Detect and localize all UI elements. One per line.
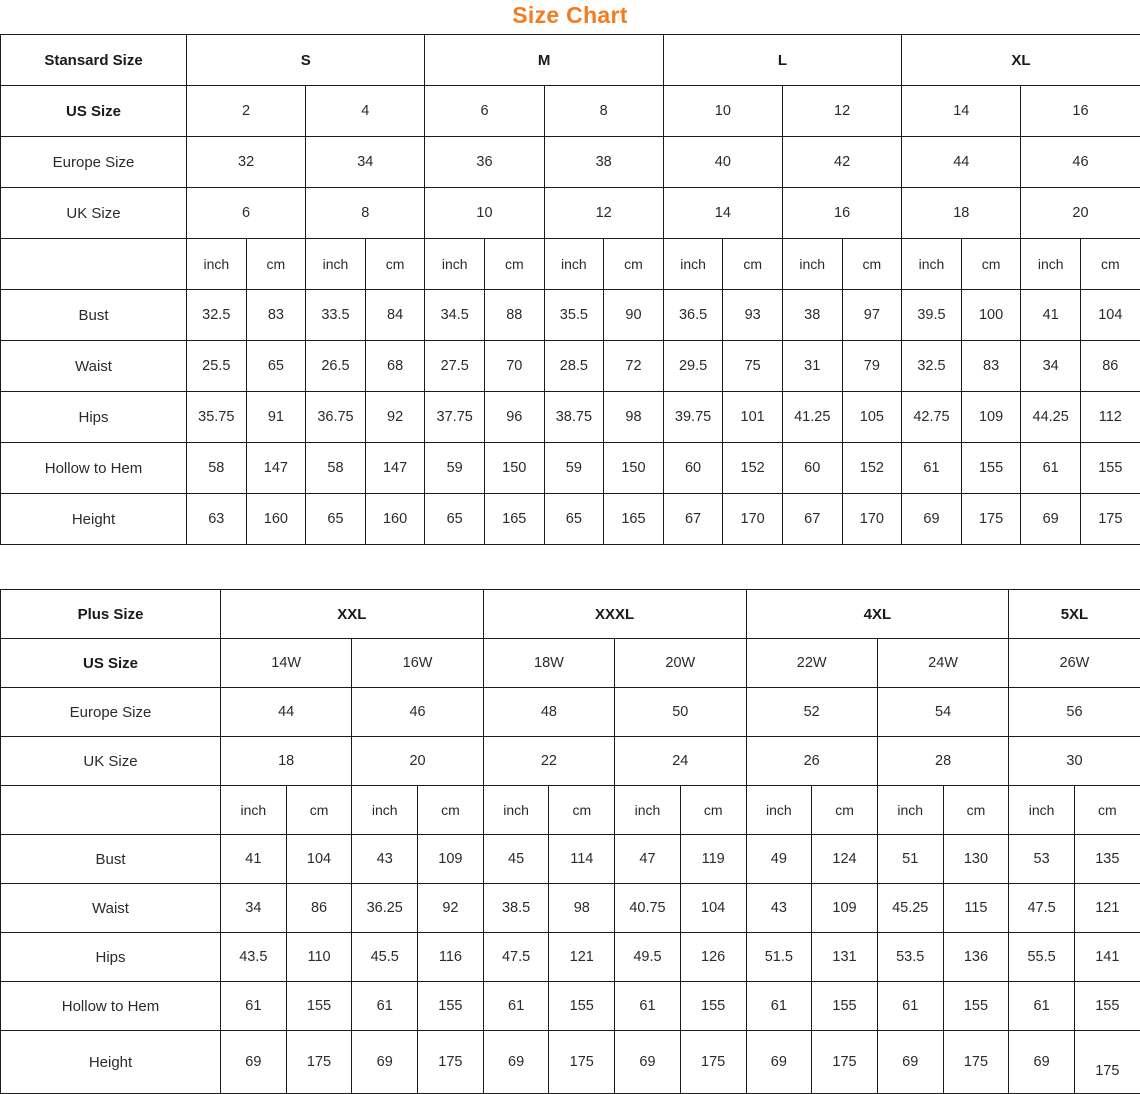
table-cell: 112 xyxy=(1080,392,1140,443)
table-row xyxy=(1,982,1140,1031)
table-cell: 10 xyxy=(663,86,782,137)
unit-cell: cm xyxy=(943,786,1009,835)
table-cell: 69 xyxy=(483,1031,549,1094)
table-cell: 147 xyxy=(365,443,425,494)
table-cell: 56 xyxy=(1009,688,1140,737)
table-cell: 119 xyxy=(680,835,746,884)
table-cell: 12 xyxy=(782,86,901,137)
table-cell: 70 xyxy=(484,341,544,392)
table-cell: 47.5 xyxy=(483,933,549,982)
plus-size-header-5xl: 5XL xyxy=(1009,590,1140,639)
row-label-europe-size: Europe Size xyxy=(1,688,221,737)
table-row xyxy=(1,737,1140,786)
unit-cell: inch xyxy=(187,239,247,290)
table-cell: 46 xyxy=(1021,137,1140,188)
table-cell: 88 xyxy=(484,290,544,341)
table-cell: 75 xyxy=(723,341,783,392)
table-cell: 155 xyxy=(418,982,484,1031)
table-cell: 53.5 xyxy=(877,933,943,982)
table-cell: 52 xyxy=(746,688,877,737)
table-cell: 175 xyxy=(812,1031,878,1094)
table-cell: 40 xyxy=(663,137,782,188)
table-cell: 48 xyxy=(483,688,614,737)
table-cell: 42.75 xyxy=(902,392,962,443)
table-cell: 61 xyxy=(746,982,812,1031)
plus-size-header-4xl: 4XL xyxy=(746,590,1009,639)
table-cell: 84 xyxy=(365,290,425,341)
table-cell: 58 xyxy=(306,443,366,494)
table-cell: 33.5 xyxy=(306,290,366,341)
table-cell: 6 xyxy=(187,188,306,239)
table-cell: 126 xyxy=(680,933,746,982)
plus-size-header-xxl: XXL xyxy=(221,590,484,639)
table-cell: 69 xyxy=(615,1031,681,1094)
table-cell: 28.5 xyxy=(544,341,604,392)
table-cell: 61 xyxy=(221,982,287,1031)
unit-cell: inch xyxy=(306,239,366,290)
table-cell: 22 xyxy=(483,737,614,786)
table-cell: 65 xyxy=(246,341,306,392)
table-cell: 67 xyxy=(663,494,723,545)
table-cell: 60 xyxy=(663,443,723,494)
table-cell: 36.75 xyxy=(306,392,366,443)
table-cell: 34 xyxy=(306,137,425,188)
table-cell: 43.5 xyxy=(221,933,287,982)
table-cell: 41 xyxy=(221,835,287,884)
table-cell: 38.75 xyxy=(544,392,604,443)
table-cell: 34 xyxy=(1021,341,1081,392)
table-cell: 152 xyxy=(842,443,902,494)
standard-size-table-wrap xyxy=(0,34,1140,545)
table-cell: 40.75 xyxy=(615,884,681,933)
table-cell: 116 xyxy=(418,933,484,982)
table-cell: 44 xyxy=(902,137,1021,188)
unit-cell: cm xyxy=(549,786,615,835)
table-cell: 91 xyxy=(246,392,306,443)
table-cell: 69 xyxy=(352,1031,418,1094)
table-cell: 29.5 xyxy=(663,341,723,392)
table-cell: 14W xyxy=(221,639,352,688)
table-cell: 69 xyxy=(1021,494,1081,545)
standard-size-header-s: S xyxy=(187,35,425,86)
table-cell: 18 xyxy=(221,737,352,786)
table-cell: 14 xyxy=(663,188,782,239)
table-cell: 155 xyxy=(812,982,878,1031)
table-row xyxy=(1,290,1140,341)
table-cell: 16 xyxy=(1021,86,1140,137)
table-cell: 104 xyxy=(1080,290,1140,341)
table-cell: 51 xyxy=(877,835,943,884)
plus-size-table-wrap xyxy=(0,589,1140,1094)
table-cell: 36.5 xyxy=(663,290,723,341)
table-cell: 8 xyxy=(544,86,663,137)
unit-cell: cm xyxy=(680,786,746,835)
unit-cell: cm xyxy=(842,239,902,290)
table-cell: 104 xyxy=(680,884,746,933)
table-cell: 160 xyxy=(246,494,306,545)
table-cell: 18 xyxy=(902,188,1021,239)
unit-cell: cm xyxy=(365,239,425,290)
table-cell: 175 xyxy=(418,1031,484,1094)
table-cell: 175 xyxy=(680,1031,746,1094)
plus-size-header-label: Plus Size xyxy=(1,590,221,639)
row-label-uk-size: UK Size xyxy=(1,188,187,239)
plus-size-table xyxy=(0,589,1140,1094)
table-cell-value: 175 xyxy=(1095,1063,1119,1079)
table-cell: 150 xyxy=(484,443,544,494)
table-cell: 155 xyxy=(1074,982,1140,1031)
table-cell: 121 xyxy=(1074,884,1140,933)
table-cell: 31 xyxy=(782,341,842,392)
table-row xyxy=(1,341,1140,392)
table-cell: 93 xyxy=(723,290,783,341)
table-cell: 47.5 xyxy=(1009,884,1075,933)
standard-size-header-label: Stansard Size xyxy=(1,35,187,86)
table-cell: 114 xyxy=(549,835,615,884)
table-cell: 86 xyxy=(286,884,352,933)
table-cell: 68 xyxy=(365,341,425,392)
unit-cell: inch xyxy=(221,786,287,835)
table-cell: 39.75 xyxy=(663,392,723,443)
row-label-hollow-to-hem: Hollow to Hem xyxy=(1,443,187,494)
plus-size-header-xxxl: XXXL xyxy=(483,590,746,639)
table-cell: 34 xyxy=(221,884,287,933)
table-row-header xyxy=(1,590,1140,639)
table-cell: 51.5 xyxy=(746,933,812,982)
table-cell: 22W xyxy=(746,639,877,688)
table-cell: 155 xyxy=(680,982,746,1031)
table-cell: 60 xyxy=(782,443,842,494)
table-cell: 175 xyxy=(549,1031,615,1094)
table-cell: 98 xyxy=(549,884,615,933)
table-cell: 79 xyxy=(842,341,902,392)
table-cell: 97 xyxy=(842,290,902,341)
table-cell: 170 xyxy=(723,494,783,545)
unit-cell: inch xyxy=(902,239,962,290)
table-row xyxy=(1,494,1140,545)
table-cell: 27.5 xyxy=(425,341,485,392)
table-cell: 44 xyxy=(221,688,352,737)
table-cell: 155 xyxy=(549,982,615,1031)
standard-size-table xyxy=(0,34,1140,545)
table-cell: 109 xyxy=(961,392,1021,443)
table-cell: 175 xyxy=(943,1031,1009,1094)
table-row xyxy=(1,188,1140,239)
unit-cell: cm xyxy=(961,239,1021,290)
table-cell: 69 xyxy=(221,1031,287,1094)
table-cell: 83 xyxy=(246,290,306,341)
table-cell: 6 xyxy=(425,86,544,137)
table-cell: 90 xyxy=(604,290,664,341)
row-label-hips: Hips xyxy=(1,933,221,982)
table-cell: 41 xyxy=(1021,290,1081,341)
table-cell: 96 xyxy=(484,392,544,443)
table-cell: 155 xyxy=(943,982,1009,1031)
unit-cell: cm xyxy=(1074,786,1140,835)
table-cell: 35.5 xyxy=(544,290,604,341)
unit-cell: cm xyxy=(1080,239,1140,290)
table-row xyxy=(1,1031,1140,1094)
table-cell: 59 xyxy=(544,443,604,494)
table-cell: 61 xyxy=(877,982,943,1031)
table-cell: 20W xyxy=(615,639,746,688)
table-cell: 14 xyxy=(902,86,1021,137)
table-cell: 61 xyxy=(1009,982,1075,1031)
table-cell: 63 xyxy=(187,494,247,545)
page-title: Size Chart xyxy=(0,0,1140,34)
table-cell: 98 xyxy=(604,392,664,443)
table-cell: 109 xyxy=(812,884,878,933)
table-cell: 92 xyxy=(365,392,425,443)
table-cell: 72 xyxy=(604,341,664,392)
table-cell: 16W xyxy=(352,639,483,688)
row-label-us-size: US Size xyxy=(1,86,187,137)
table-cell: 83 xyxy=(961,341,1021,392)
unit-cell: inch xyxy=(746,786,812,835)
table-cell: 43 xyxy=(746,884,812,933)
row-label-hollow-to-hem: Hollow to Hem xyxy=(1,982,221,1031)
table-cell: 2 xyxy=(187,86,306,137)
table-row xyxy=(1,86,1140,137)
table-cell: 39.5 xyxy=(902,290,962,341)
table-cell: 67 xyxy=(782,494,842,545)
table-cell xyxy=(1074,1031,1140,1094)
table-cell: 10 xyxy=(425,188,544,239)
table-cell: 38 xyxy=(782,290,842,341)
table-row xyxy=(1,835,1140,884)
table-cell: 4 xyxy=(306,86,425,137)
table-cell: 61 xyxy=(615,982,681,1031)
table-row xyxy=(1,933,1140,982)
table-cell: 104 xyxy=(286,835,352,884)
table-cell: 135 xyxy=(1074,835,1140,884)
standard-size-header-l: L xyxy=(663,35,901,86)
table-cell: 36 xyxy=(425,137,544,188)
table-cell: 30 xyxy=(1009,737,1140,786)
standard-size-header-m: M xyxy=(425,35,663,86)
table-cell: 26.5 xyxy=(306,341,366,392)
row-label-height: Height xyxy=(1,1031,221,1094)
table-cell: 92 xyxy=(418,884,484,933)
table-cell: 155 xyxy=(961,443,1021,494)
table-cell: 124 xyxy=(812,835,878,884)
row-label-waist: Waist xyxy=(1,341,187,392)
row-label-height: Height xyxy=(1,494,187,545)
table-cell: 109 xyxy=(418,835,484,884)
table-cell: 175 xyxy=(1080,494,1140,545)
table-cell: 20 xyxy=(1021,188,1140,239)
row-label-units xyxy=(1,786,221,835)
row-label-europe-size: Europe Size xyxy=(1,137,187,188)
table-cell: 55.5 xyxy=(1009,933,1075,982)
table-cell: 32 xyxy=(187,137,306,188)
table-cell: 16 xyxy=(782,188,901,239)
table-cell: 24 xyxy=(615,737,746,786)
unit-cell: cm xyxy=(723,239,783,290)
table-cell: 45.5 xyxy=(352,933,418,982)
table-cell: 37.75 xyxy=(425,392,485,443)
table-cell: 175 xyxy=(286,1031,352,1094)
table-cell: 41.25 xyxy=(782,392,842,443)
table-cell: 43 xyxy=(352,835,418,884)
table-cell: 69 xyxy=(902,494,962,545)
table-cell: 101 xyxy=(723,392,783,443)
table-cell: 155 xyxy=(286,982,352,1031)
unit-cell: inch xyxy=(483,786,549,835)
table-cell: 105 xyxy=(842,392,902,443)
table-cell: 50 xyxy=(615,688,746,737)
table-cell: 110 xyxy=(286,933,352,982)
table-cell: 175 xyxy=(961,494,1021,545)
table-cell: 8 xyxy=(306,188,425,239)
table-cell: 160 xyxy=(365,494,425,545)
table-cell: 131 xyxy=(812,933,878,982)
table-cell: 65 xyxy=(544,494,604,545)
table-cell: 46 xyxy=(352,688,483,737)
unit-cell: inch xyxy=(663,239,723,290)
table-cell: 69 xyxy=(746,1031,812,1094)
table-cell: 165 xyxy=(604,494,664,545)
unit-cell: inch xyxy=(352,786,418,835)
row-label-waist: Waist xyxy=(1,884,221,933)
table-cell: 65 xyxy=(425,494,485,545)
table-row xyxy=(1,688,1140,737)
unit-cell: cm xyxy=(418,786,484,835)
unit-cell: cm xyxy=(246,239,306,290)
table-row xyxy=(1,639,1140,688)
table-cell: 58 xyxy=(187,443,247,494)
table-cell: 141 xyxy=(1074,933,1140,982)
unit-cell: inch xyxy=(544,239,604,290)
table-cell: 44.25 xyxy=(1021,392,1081,443)
table-cell: 18W xyxy=(483,639,614,688)
unit-cell: cm xyxy=(484,239,544,290)
row-label-bust: Bust xyxy=(1,290,187,341)
table-cell: 47 xyxy=(615,835,681,884)
table-cell: 35.75 xyxy=(187,392,247,443)
table-row-header xyxy=(1,35,1140,86)
unit-cell: inch xyxy=(425,239,485,290)
table-cell: 28 xyxy=(877,737,1008,786)
table-cell: 165 xyxy=(484,494,544,545)
row-label-us-size: US Size xyxy=(1,639,221,688)
unit-cell: cm xyxy=(286,786,352,835)
table-cell: 36.25 xyxy=(352,884,418,933)
table-cell: 26W xyxy=(1009,639,1140,688)
table-cell: 20 xyxy=(352,737,483,786)
unit-cell: cm xyxy=(812,786,878,835)
table-cell: 130 xyxy=(943,835,1009,884)
row-label-units xyxy=(1,239,187,290)
table-cell: 24W xyxy=(877,639,1008,688)
table-cell: 121 xyxy=(549,933,615,982)
table-cell: 69 xyxy=(1009,1031,1075,1094)
table-cell: 32.5 xyxy=(902,341,962,392)
table-cell: 45.25 xyxy=(877,884,943,933)
table-cell: 100 xyxy=(961,290,1021,341)
unit-cell: inch xyxy=(1009,786,1075,835)
unit-cell: inch xyxy=(615,786,681,835)
table-cell: 150 xyxy=(604,443,664,494)
table-cell: 59 xyxy=(425,443,485,494)
table-row xyxy=(1,137,1140,188)
table-cell: 25.5 xyxy=(187,341,247,392)
table-cell: 115 xyxy=(943,884,1009,933)
table-cell: 54 xyxy=(877,688,1008,737)
table-cell: 49 xyxy=(746,835,812,884)
unit-cell: inch xyxy=(782,239,842,290)
table-cell: 45 xyxy=(483,835,549,884)
table-cell: 155 xyxy=(1080,443,1140,494)
table-cell: 38.5 xyxy=(483,884,549,933)
table-cell: 147 xyxy=(246,443,306,494)
table-cell: 61 xyxy=(1021,443,1081,494)
table-cell: 32.5 xyxy=(187,290,247,341)
row-label-hips: Hips xyxy=(1,392,187,443)
standard-size-header-xl: XL xyxy=(902,35,1140,86)
table-row xyxy=(1,443,1140,494)
table-row xyxy=(1,884,1140,933)
table-cell: 86 xyxy=(1080,341,1140,392)
table-cell: 42 xyxy=(782,137,901,188)
table-cell: 38 xyxy=(544,137,663,188)
table-cell: 34.5 xyxy=(425,290,485,341)
table-cell: 49.5 xyxy=(615,933,681,982)
table-cell: 65 xyxy=(306,494,366,545)
table-cell: 61 xyxy=(483,982,549,1031)
table-cell: 26 xyxy=(746,737,877,786)
row-label-uk-size: UK Size xyxy=(1,737,221,786)
unit-cell: cm xyxy=(604,239,664,290)
table-cell: 69 xyxy=(877,1031,943,1094)
table-row xyxy=(1,392,1140,443)
table-cell: 61 xyxy=(352,982,418,1031)
row-label-bust: Bust xyxy=(1,835,221,884)
table-cell: 12 xyxy=(544,188,663,239)
table-cell: 61 xyxy=(902,443,962,494)
table-cell: 152 xyxy=(723,443,783,494)
table-cell: 170 xyxy=(842,494,902,545)
table-row-units xyxy=(1,786,1140,835)
table-gap xyxy=(0,545,1140,589)
table-row-units xyxy=(1,239,1140,290)
table-cell: 53 xyxy=(1009,835,1075,884)
unit-cell: inch xyxy=(1021,239,1081,290)
unit-cell: inch xyxy=(877,786,943,835)
table-cell: 136 xyxy=(943,933,1009,982)
